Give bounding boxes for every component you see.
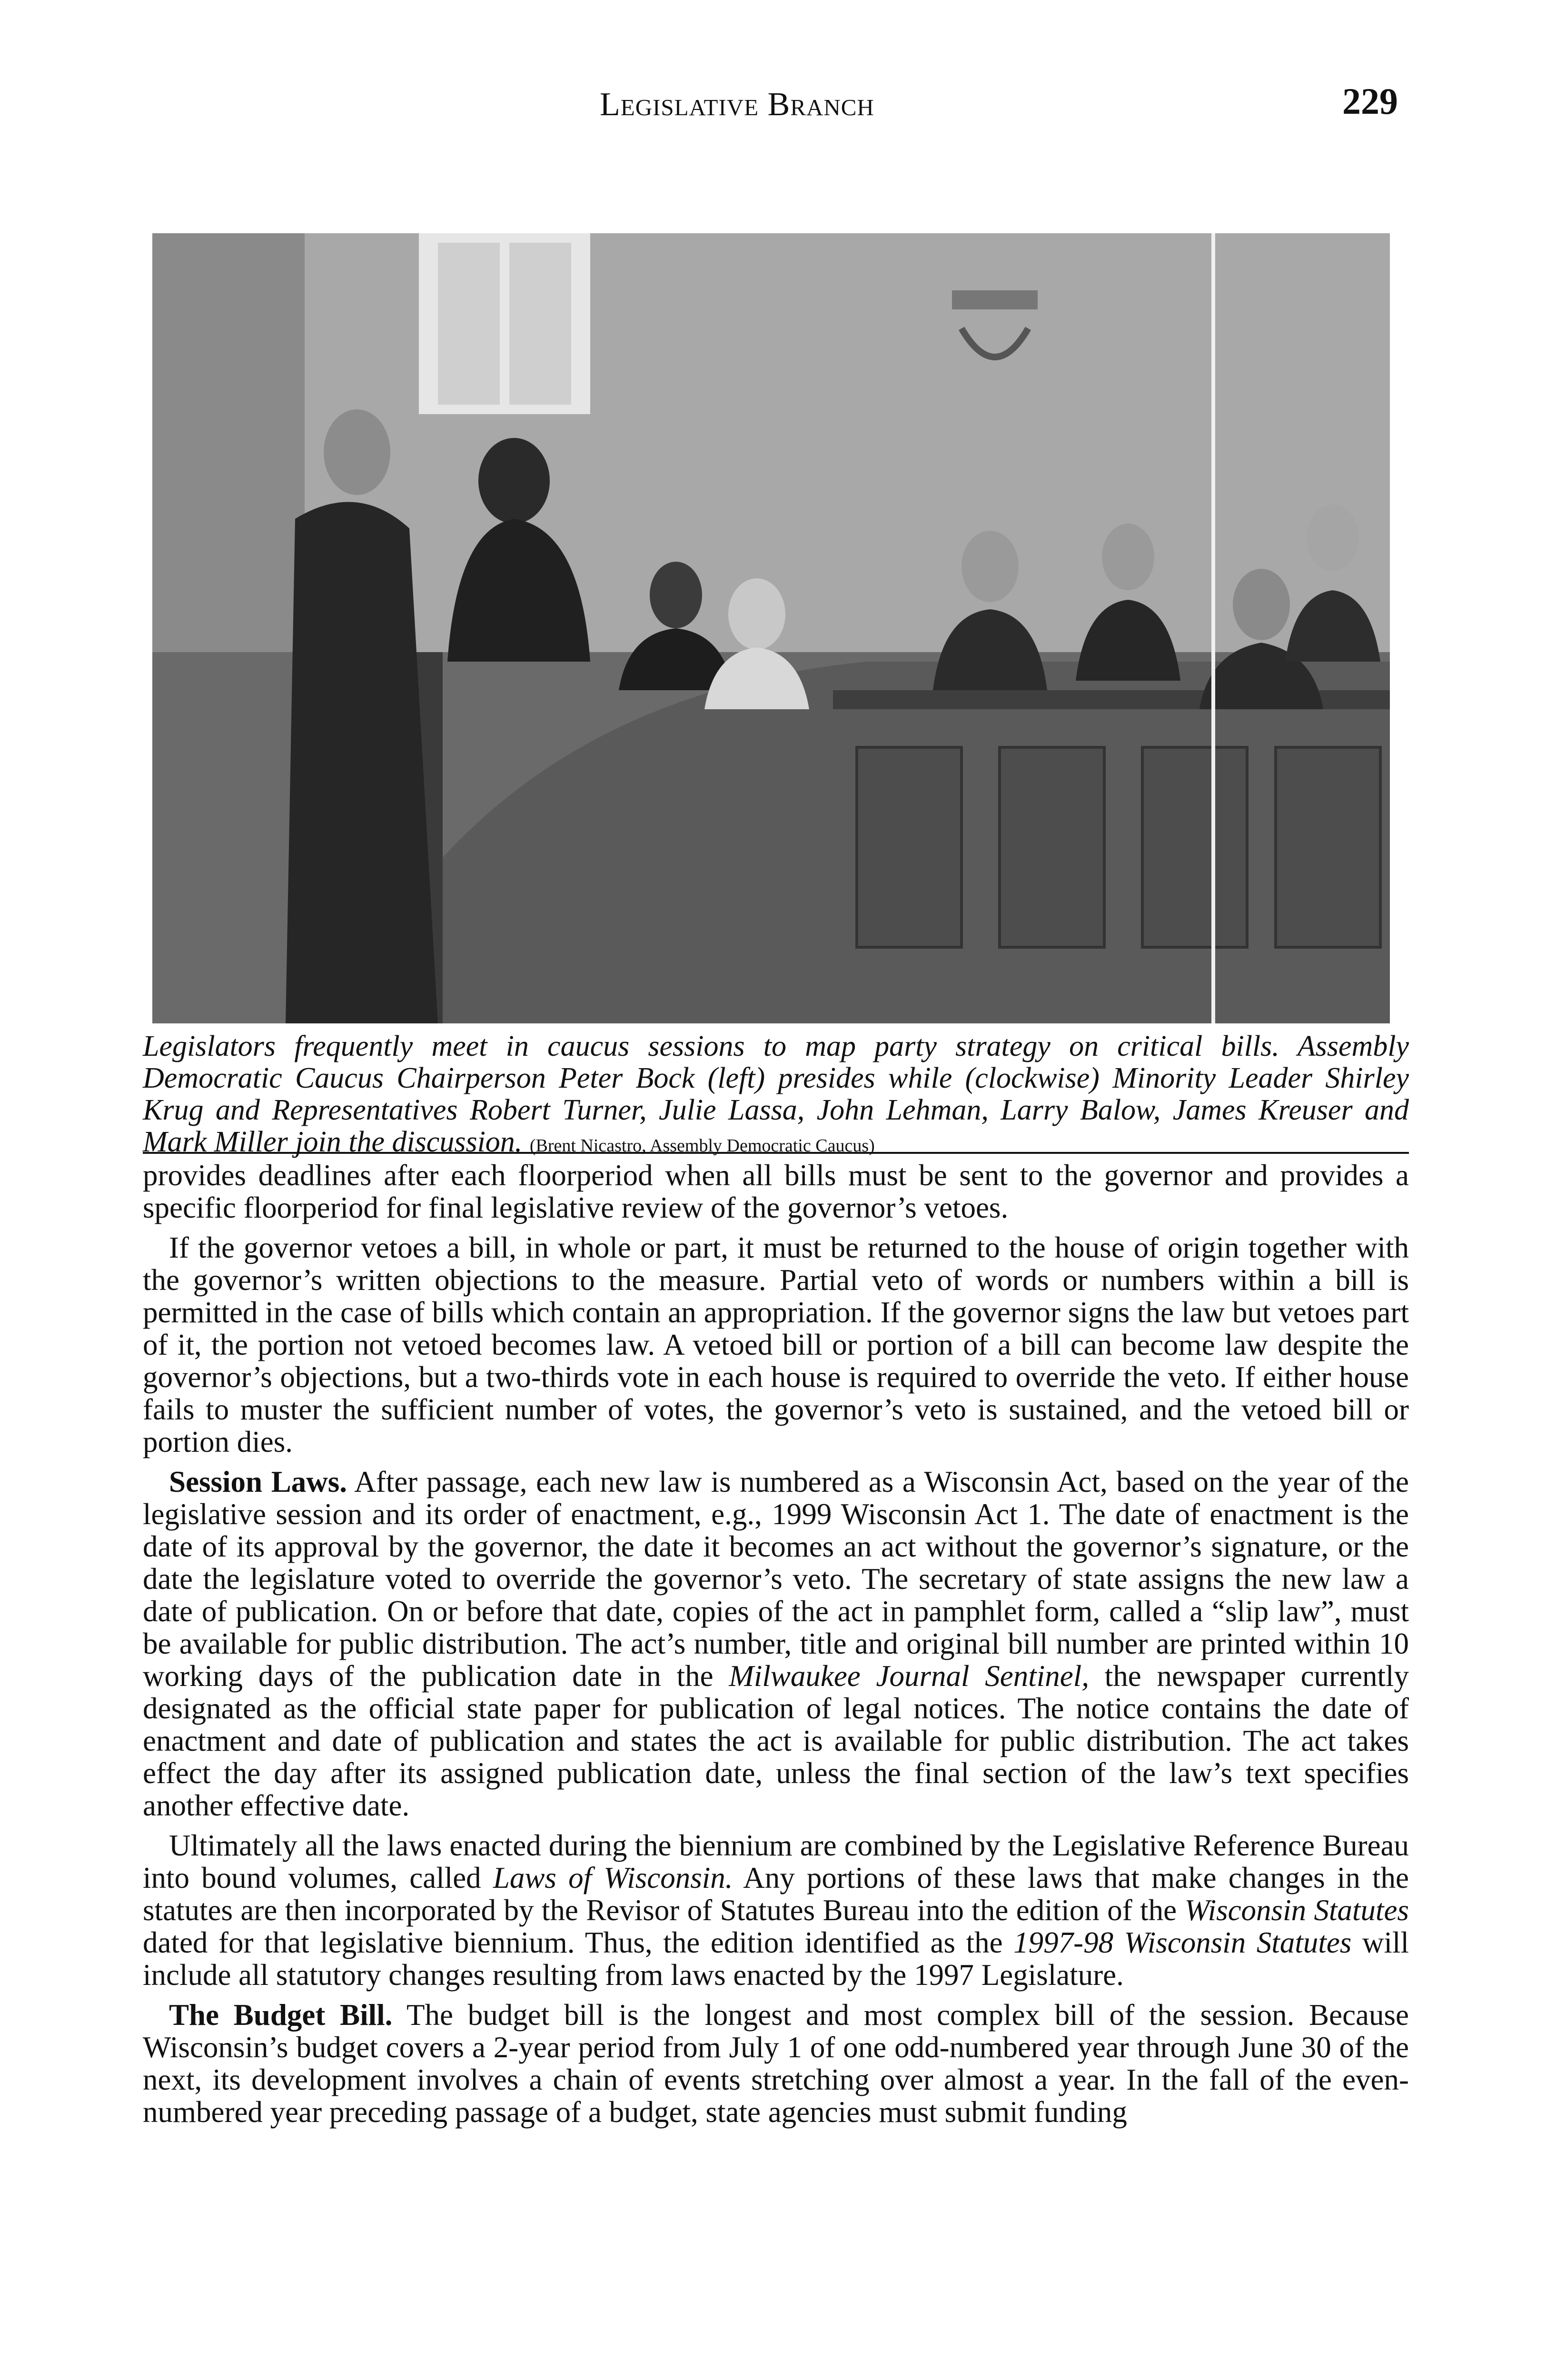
paragraph-session-laws	[143, 1466, 1409, 1822]
body-text	[143, 1159, 1409, 2136]
bound-volumes-text-2: Any portions of these laws that make changes in the statutes are then incorporated by the Revisor of Statutes Bureau into the edition of the	[143, 1861, 1409, 1927]
caption-text: Legislators frequently meet in caucus sessions to map party strategy on critical bills. Assembly Democratic Caucus Chairperson Peter Bock (left) presides while (clockwise) Minority Leader Shirley Krug and Representatives Robert Turner, Julie Lassa, John Lehman, Larry Balow, James Kreuser and Mark Miller join the discussion.	[143, 1030, 1409, 1158]
paragraph-bound-volumes	[143, 1829, 1409, 1991]
session-laws-text-1: After passage, each new law is numbered as a Wisconsin Act, based on the year of the legislative session and its order of enactment, e.g., 1999 Wisconsin Act 1. The date of enactment is the date of its approval by the governor, the date it becomes an act without the governor’s signature, or the date the legislature voted to override the governor’s veto. The secretary of state assigns the new law a date of publication. On or before that date, copies of the act in pamphlet form, called a “slip law”, must be available for public distribution. The act’s number, title and original bill number are printed within 10 working days of the publication date in the	[143, 1465, 1409, 1693]
statutes-edition-title: 1997-98 Wisconsin Statutes	[1013, 1926, 1352, 1959]
photo-caption	[143, 1031, 1409, 1162]
page-number: 229	[1342, 80, 1398, 122]
budget-bill-text: The budget bill is the longest and most complex bill of the session. Because Wisconsin’s budget covers a 2-year period from July 1 of one odd-numbered year through June 30 of the next, its development involves a chain of events stretching over almost a year. In the fall of the even-numbered year preceding passage of a budget, state agencies must submit funding	[143, 1998, 1409, 2129]
bound-volumes-text-4: will include all statutory changes resulting from laws enacted by the 1997 Legislature.	[143, 1926, 1409, 1992]
section-heading-budget-bill: The Budget Bill.	[169, 1998, 393, 2032]
laws-of-wisconsin-title: Laws of Wisconsin.	[493, 1861, 733, 1894]
paragraph-deadlines: provides deadlines after each floorperiod when all bills must be sent to the governor and provides a specific floorperiod for final legislative review of the governor’s vetoes.	[143, 1159, 1409, 1224]
bound-volumes-text-1: Ultimately all the laws enacted during the biennium are combined by the Legislative Reference Bureau into bound volumes, called	[143, 1829, 1409, 1894]
wisconsin-statutes-title: Wisconsin Statutes	[1184, 1894, 1409, 1927]
caucus-photo	[152, 233, 1390, 1023]
paragraph-vetoes: If the governor vetoes a bill, in whole or part, it must be returned to the house of origin together with the governor’s written objections to the measure. Partial veto of words or numbers within a bill is permitted in the case of bills which contain an appropriation. If the governor signs the law but vetoes part of it, the portion not vetoed becomes law. A vetoed bill or portion of a bill can become law despite the governor’s objections, but a two-thirds vote in each house is required to override the veto. If either house fails to muster the sufficient number of votes, the governor’s veto is sustained, and the vetoed bill or portion dies.	[143, 1231, 1409, 1458]
caption-rule	[143, 1152, 1409, 1154]
running-head: Legislative Branch	[600, 86, 874, 123]
caucus-photo-illustration	[152, 233, 1390, 1023]
paragraph-budget-bill	[143, 1999, 1409, 2128]
newspaper-title: Milwaukee Journal Sentinel,	[729, 1659, 1089, 1693]
bound-volumes-text-3: dated for that legislative biennium. Thus, the edition identified as the	[143, 1926, 1003, 1959]
section-heading-session-laws: Session Laws.	[169, 1465, 347, 1498]
photo-credit: (Brent Nicastro, Assembly Democratic Caucus)	[529, 1136, 875, 1156]
session-laws-text-2: the newspaper currently designated as the official state paper for publication of legal notices. The notice contains the date of enactment and date of publication and states the act is available for public distribution. The act takes effect the day after its assigned publication date, unless the final section of the law’s text specifies another effective date.	[143, 1659, 1409, 1822]
